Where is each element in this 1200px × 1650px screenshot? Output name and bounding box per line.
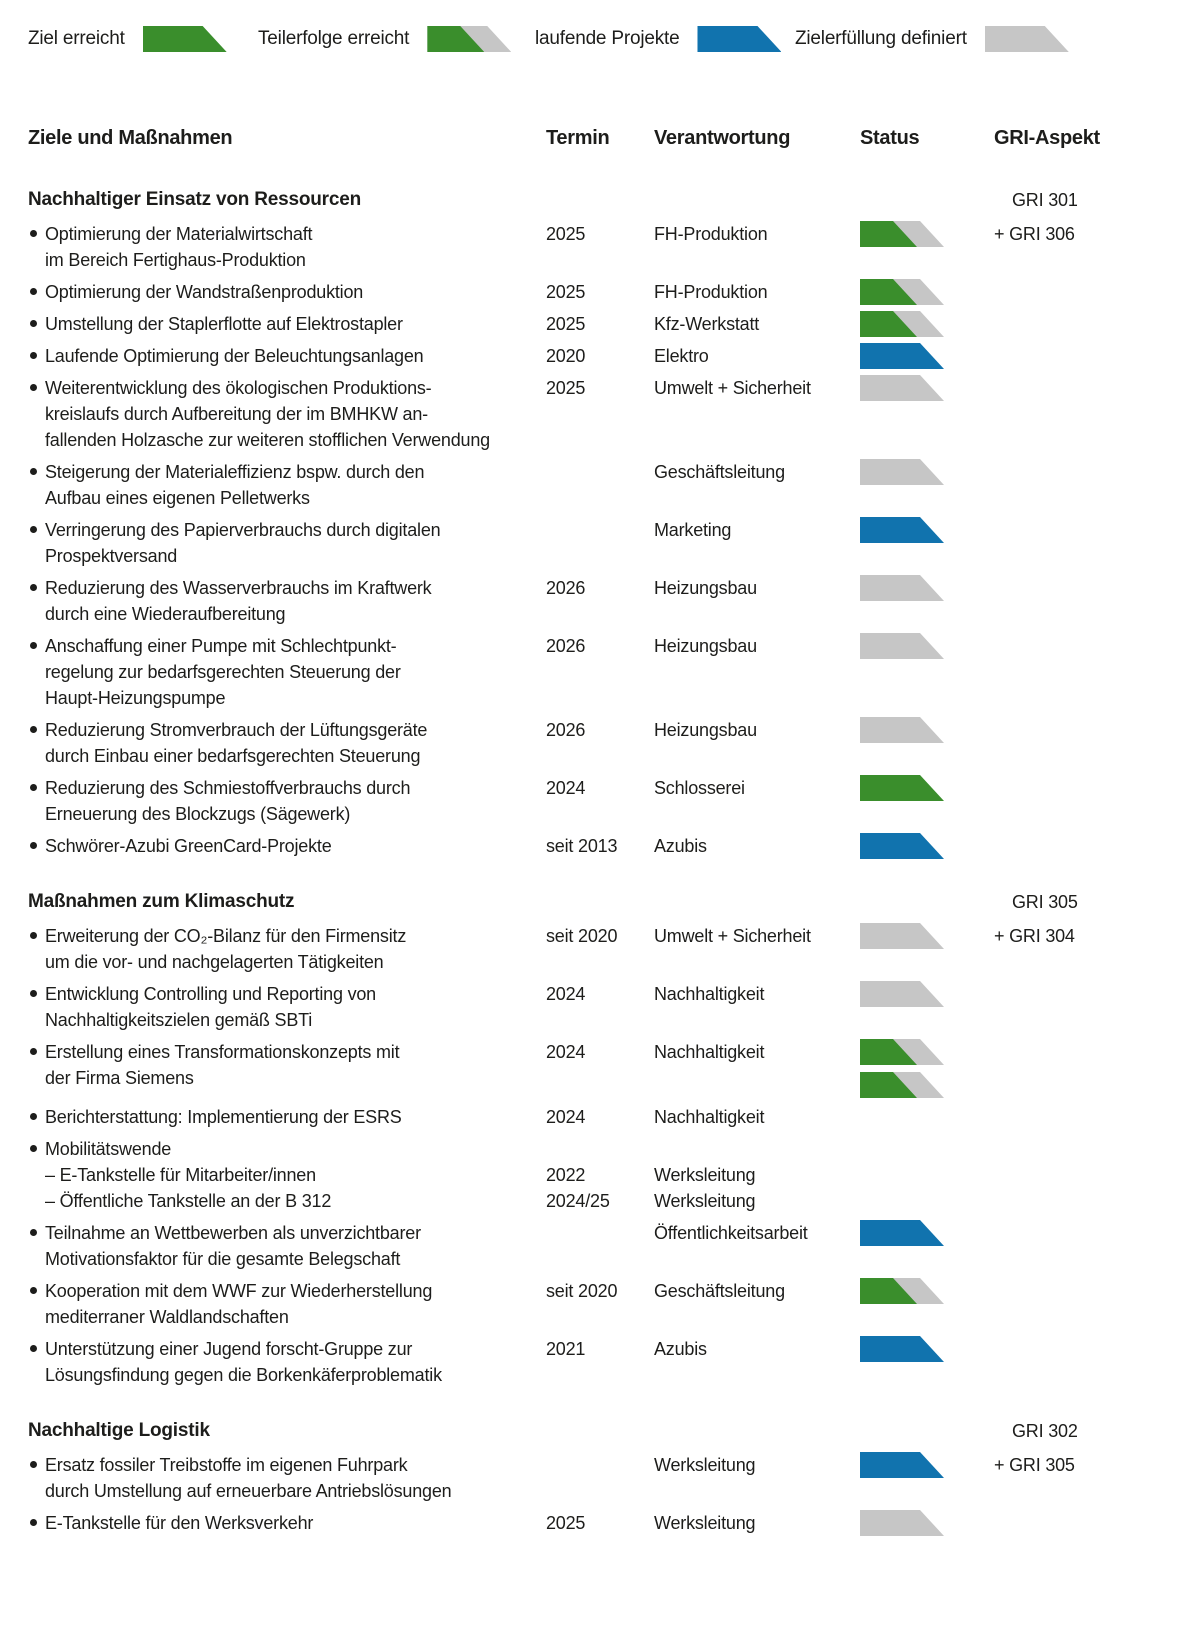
goal-text: [45, 1452, 451, 1504]
goal-text: [45, 775, 410, 827]
bullet-icon: [30, 468, 37, 475]
gri-cell: [994, 1162, 1200, 1188]
goal-text-line: Optimierung der Wandstraßenproduktion: [45, 282, 364, 302]
status-cell: [850, 1162, 994, 1188]
legend-shape-ongoing: [697, 26, 781, 52]
responsibility-cell: Werksleitung: [654, 1513, 756, 1533]
table-row: [28, 1104, 1200, 1130]
status-cell: [850, 311, 994, 337]
goal-cell: [28, 575, 537, 627]
status-shape-partial: [860, 311, 944, 337]
responsibility-cell: Öffentlichkeitsarbeit: [654, 1223, 808, 1243]
goal-cell: [28, 343, 537, 369]
goal-text-line: Kooperation mit dem WWF zur Wiederherstellung: [45, 1281, 433, 1301]
goal-text-line: Motivationsfaktor für die gesamte Belegschaft: [45, 1249, 401, 1269]
goal-text-line: Berichterstattung: Implementierung der ESRS: [45, 1107, 402, 1127]
status-cell: [850, 343, 994, 369]
goal-text: [45, 311, 403, 337]
goal-text: [45, 1136, 171, 1162]
table-row: [28, 717, 1200, 769]
responsibility-cell: Nachhaltigkeit: [654, 1107, 765, 1127]
goal-text-line: Aufbau eines eigenen Pelletwerks: [45, 488, 310, 508]
section-gri-label: GRI 302: [1012, 1421, 1078, 1441]
table-sub-row: [28, 1162, 1200, 1188]
goal-cell: [28, 633, 537, 711]
responsibility-cell: Marketing: [654, 520, 732, 540]
status-cell: [850, 981, 994, 1033]
goal-text: [45, 459, 424, 511]
section-title: Maßnahmen zum Klimaschutz: [28, 891, 295, 912]
termin-cell: seit 2020: [546, 926, 618, 946]
legend-label: laufende Projekte: [535, 28, 680, 49]
responsibility-cell: [645, 1136, 850, 1162]
goal-text-line: Reduzierung des Wasserverbrauchs im Kraftwerk: [45, 578, 432, 598]
goal-cell: [28, 1136, 537, 1162]
goal-text-line: regelung zur bedarfsgerechten Steuerung der: [45, 662, 401, 682]
section-gri-label: GRI 301: [1012, 190, 1078, 210]
table-row: [28, 981, 1200, 1033]
legend-label: Ziel erreicht: [28, 28, 125, 49]
bullet-icon: [30, 1519, 37, 1526]
termin-cell: seit 2020: [546, 1281, 618, 1301]
bullet-icon: [30, 230, 37, 237]
status-cell: [850, 1336, 994, 1388]
table-row: [28, 1278, 1200, 1330]
table-section: [28, 1418, 1200, 1536]
goal-text: [45, 833, 332, 859]
goal-text: [45, 1278, 432, 1330]
legend-shape-defined: [985, 26, 1069, 52]
bullet-icon: [30, 352, 37, 359]
table-row: [28, 311, 1200, 337]
status-shape-ongoing: [860, 1220, 944, 1246]
goal-cell: [28, 375, 537, 453]
table-row: [28, 633, 1200, 711]
termin-cell: seit 2013: [546, 836, 618, 856]
gri-cell: [994, 343, 1200, 369]
gri-cell: [994, 279, 1200, 305]
legend-item: [535, 26, 781, 52]
section-heading-row: [28, 1418, 1200, 1444]
responsibility-cell: Schlosserei: [654, 778, 745, 798]
goal-cell: [28, 1336, 537, 1388]
gri-cell: [994, 775, 1200, 827]
status-cell: [850, 833, 994, 859]
table-header-row: [28, 125, 1200, 151]
table-sub-row: [28, 1188, 1200, 1214]
bullet-icon: [30, 932, 37, 939]
goal-text-line: Mobilitätswende: [45, 1139, 172, 1159]
gri-cell: + GRI 305: [994, 1455, 1075, 1475]
goal-text: [45, 1220, 421, 1272]
table-section: [28, 889, 1200, 1388]
status-shape-ongoing: [860, 833, 944, 859]
status-cell: [850, 1220, 994, 1272]
status-shape-ongoing: [860, 1452, 944, 1478]
responsibility-cell: Azubis: [654, 836, 707, 856]
goal-text: [45, 1104, 402, 1130]
termin-cell: 2024/25: [546, 1191, 610, 1211]
goal-cell: [28, 1452, 537, 1504]
goal-text-line: Umstellung der Staplerflotte auf Elektrostapler: [45, 314, 403, 334]
table-row: [28, 923, 1200, 975]
goal-text-line: Reduzierung Stromverbrauch der Lüftungsgeräte: [45, 720, 428, 740]
bullet-icon: [30, 726, 37, 733]
goal-cell: [28, 221, 537, 273]
termin-cell: 2025: [546, 378, 586, 398]
goal-text: [45, 981, 376, 1033]
status-shape-partial: [860, 279, 944, 305]
column-header-goals: Ziele und Maßnahmen: [28, 127, 233, 149]
goal-text-line: Steigerung der Materialeffizienz bspw. durch den: [45, 462, 425, 482]
status-cell: [850, 1136, 994, 1162]
column-header-gri: GRI-Aspekt: [994, 127, 1100, 149]
responsibility-cell: Nachhaltigkeit: [654, 984, 765, 1004]
termin-cell: 2021: [546, 1339, 586, 1359]
goal-text: [45, 717, 427, 769]
status-shape-partial: [860, 1072, 944, 1098]
section-gri-label: GRI 305: [1012, 892, 1078, 912]
section-heading-row: [28, 889, 1200, 915]
goal-cell: [28, 1220, 537, 1272]
termin-cell: 2026: [546, 578, 586, 598]
sub-goal-text: – Öffentliche Tankstelle an der B 312: [45, 1191, 332, 1211]
goal-text: [45, 923, 406, 975]
gri-cell: [994, 1336, 1200, 1388]
legend-label: Zielerfüllung definiert: [795, 28, 967, 49]
table-row: [28, 279, 1200, 305]
table-row: [28, 1452, 1200, 1504]
goal-text-line: Erneuerung des Blockzugs (Sägewerk): [45, 804, 351, 824]
goal-text: [45, 343, 423, 369]
status-cell: [850, 923, 994, 975]
table-row: [28, 221, 1200, 273]
table-row: [28, 1136, 1200, 1162]
responsibility-cell: Geschäftsleitung: [654, 462, 785, 482]
section-title: Nachhaltige Logistik: [28, 1420, 210, 1441]
termin-cell: 2024: [546, 1042, 586, 1062]
status-shape-defined: [860, 923, 944, 949]
goal-cell: [28, 775, 537, 827]
goal-text-line: durch Umstellung auf erneuerbare Antriebslösungen: [45, 1481, 452, 1501]
goal-text: [45, 221, 312, 273]
table-body: [28, 187, 1200, 1536]
table-row: [28, 833, 1200, 859]
responsibility-cell: Werksleitung: [654, 1165, 756, 1185]
responsibility-cell: Werksleitung: [654, 1455, 756, 1475]
bullet-icon: [30, 1048, 37, 1055]
status-cell: [850, 775, 994, 827]
responsibility-cell: FH-Produktion: [654, 282, 768, 302]
termin-cell: 2025: [546, 282, 586, 302]
status-cell: [850, 375, 994, 453]
goal-cell: [28, 833, 537, 859]
goal-cell: [28, 1104, 537, 1130]
status-shape-defined: [860, 981, 944, 1007]
status-shape-ongoing: [860, 343, 944, 369]
goal-text-line: Prospektversand: [45, 546, 178, 566]
bullet-icon: [30, 990, 37, 997]
legend-label: Teilerfolge erreicht: [258, 28, 410, 49]
goal-text-line: Erweiterung der CO₂-Bilanz für den Firmensitz: [45, 926, 407, 946]
table-row: [28, 343, 1200, 369]
termin-cell: 2024: [546, 984, 586, 1004]
bullet-icon: [30, 842, 37, 849]
table-row: [28, 1336, 1200, 1388]
responsibility-cell: FH-Produktion: [654, 224, 768, 244]
bullet-icon: [30, 1287, 37, 1294]
responsibility-cell: Kfz-Werkstatt: [654, 314, 760, 334]
bullet-icon: [30, 1461, 37, 1468]
termin-cell: 2022: [546, 1165, 586, 1185]
gri-cell: [994, 1188, 1200, 1214]
status-cell: [850, 279, 994, 305]
status-cell: [850, 1188, 994, 1214]
gri-cell: [994, 375, 1200, 453]
goal-text: [45, 1336, 442, 1388]
status-cell: [850, 575, 994, 627]
goal-text: [45, 279, 363, 305]
goal-text-line: Erstellung eines Transformationskonzepts mit: [45, 1042, 400, 1062]
goal-text: [45, 375, 490, 453]
sub-goal-text: – E-Tankstelle für Mitarbeiter/innen: [45, 1165, 316, 1185]
termin-cell: [537, 459, 645, 511]
table-row: [28, 1220, 1200, 1272]
goal-text-line: um die vor- und nachgelagerten Tätigkeiten: [45, 952, 384, 972]
status-shape-defined: [860, 575, 944, 601]
gri-cell: [994, 1039, 1200, 1098]
goal-text-line: Schwörer-Azubi GreenCard-Projekte: [45, 836, 332, 856]
goal-text-line: Verringerung des Papierverbrauchs durch digitalen: [45, 520, 441, 540]
goal-text: [45, 1510, 313, 1536]
status-cell: [850, 459, 994, 511]
goal-text: [45, 633, 401, 711]
goal-text-line: E-Tankstelle für den Werksverkehr: [45, 1513, 314, 1533]
responsibility-cell: Heizungsbau: [654, 636, 757, 656]
gri-cell: [994, 1510, 1200, 1536]
gri-cell: [994, 833, 1200, 859]
legend-item: [795, 26, 1069, 52]
termin-cell: 2026: [546, 636, 586, 656]
status-cell: [850, 633, 994, 711]
bullet-icon: [30, 1345, 37, 1352]
table-row: [28, 1039, 1200, 1098]
bullet-icon: [30, 1113, 37, 1120]
gri-cell: [994, 311, 1200, 337]
table-row: [28, 375, 1200, 453]
legend-item: [258, 26, 511, 52]
termin-cell: 2024: [546, 778, 586, 798]
gri-cell: [994, 517, 1200, 569]
termin-cell: 2025: [546, 314, 586, 334]
gri-cell: [994, 575, 1200, 627]
status-cell: [850, 517, 994, 569]
table-row: [28, 517, 1200, 569]
goal-cell: [28, 279, 537, 305]
goal-cell: [28, 717, 537, 769]
gri-cell: [994, 633, 1200, 711]
gri-cell: [994, 1104, 1200, 1130]
status-cell: [850, 1510, 994, 1536]
status-cell: [850, 1039, 994, 1098]
legend-item: [28, 26, 227, 52]
column-header-status: Status: [860, 127, 920, 149]
gri-cell: [994, 717, 1200, 769]
goal-cell: [28, 459, 537, 511]
termin-cell: [537, 1136, 645, 1162]
goal-text-line: kreislaufs durch Aufbereitung der im BMHKW an-: [45, 404, 428, 424]
status-legend: [0, 26, 1200, 58]
goal-text-line: Haupt-Heizungspumpe: [45, 688, 226, 708]
termin-cell: 2024: [546, 1107, 586, 1127]
goal-cell: [28, 517, 537, 569]
goal-cell: [28, 981, 537, 1033]
status-cell: [850, 1452, 994, 1504]
goal-text-line: Laufende Optimierung der Beleuchtungsanlagen: [45, 346, 424, 366]
goal-text-line: Nachhaltigkeitszielen gemäß SBTi: [45, 1010, 313, 1030]
bullet-icon: [30, 784, 37, 791]
goal-text-line: durch Einbau einer bedarfsgerechten Steuerung: [45, 746, 421, 766]
termin-cell: [537, 1220, 645, 1272]
column-header-verantwortung: Verantwortung: [654, 127, 791, 149]
gri-cell: [994, 1278, 1200, 1330]
goal-text-line: mediterraner Waldlandschaften: [45, 1307, 289, 1327]
goal-text: [45, 575, 431, 627]
status-shape-defined: [860, 1510, 944, 1536]
legend-shape-achieved: [143, 26, 227, 52]
responsibility-cell: Umwelt + Sicherheit: [654, 378, 811, 398]
status-shape-ongoing: [860, 517, 944, 543]
status-shape-partial: [860, 1278, 944, 1304]
gri-cell: [994, 459, 1200, 511]
responsibility-cell: Geschäftsleitung: [654, 1281, 785, 1301]
goal-text-line: fallenden Holzasche zur weiteren stofflichen Verwendung: [45, 430, 490, 450]
status-shape-partial: [860, 1039, 944, 1065]
gri-cell: + GRI 304: [994, 926, 1075, 946]
responsibility-cell: Heizungsbau: [654, 578, 757, 598]
responsibility-cell: Azubis: [654, 1339, 707, 1359]
table-row: [28, 775, 1200, 827]
goal-cell: [28, 1510, 537, 1536]
status-shape-defined: [860, 375, 944, 401]
goal-text-line: Reduzierung des Schmiestoffverbrauchs durch: [45, 778, 411, 798]
responsibility-cell: Heizungsbau: [654, 720, 757, 740]
status-shape-defined: [860, 717, 944, 743]
status-shape-partial: [860, 221, 944, 247]
goal-text-line: Weiterentwicklung des ökologischen Produktions-: [45, 378, 432, 398]
gri-cell: [994, 1136, 1200, 1162]
legend-shape-partial: [427, 26, 511, 52]
goal-cell: [28, 1278, 537, 1330]
bullet-icon: [30, 384, 37, 391]
bullet-icon: [30, 526, 37, 533]
section-title: Nachhaltiger Einsatz von Ressourcen: [28, 189, 361, 210]
termin-cell: 2026: [546, 720, 586, 740]
bullet-icon: [30, 1145, 37, 1152]
goal-text-line: Teilnahme an Wettbewerben als unverzichtbarer: [45, 1223, 421, 1243]
bullet-icon: [30, 320, 37, 327]
goal-text-line: durch eine Wiederaufbereitung: [45, 604, 286, 624]
gri-cell: [994, 1220, 1200, 1272]
termin-cell: 2020: [546, 346, 586, 366]
status-cell: [850, 221, 994, 273]
goal-text-line: Optimierung der Materialwirtschaft: [45, 224, 313, 244]
goal-cell: [28, 311, 537, 337]
status-shape-achieved: [860, 775, 944, 801]
table-row: [28, 459, 1200, 511]
responsibility-cell: Werksleitung: [654, 1191, 756, 1211]
table-row: [28, 575, 1200, 627]
responsibility-cell: Umwelt + Sicherheit: [654, 926, 811, 946]
termin-cell: [537, 1452, 645, 1504]
responsibility-cell: Nachhaltigkeit: [654, 1042, 765, 1062]
goal-cell: [28, 1039, 537, 1098]
termin-cell: [537, 517, 645, 569]
goal-text: [45, 1039, 399, 1098]
table-section: [28, 187, 1200, 859]
goal-cell: [28, 923, 537, 975]
bullet-icon: [30, 642, 37, 649]
termin-cell: 2025: [546, 224, 586, 244]
status-shape-defined: [860, 459, 944, 485]
goal-text-line: im Bereich Fertighaus-Produktion: [45, 250, 306, 270]
bullet-icon: [30, 1229, 37, 1236]
column-header-termin: Termin: [546, 127, 610, 149]
goal-text-line: Entwicklung Controlling und Reporting von: [45, 984, 376, 1004]
bullet-icon: [30, 584, 37, 591]
bullet-icon: [30, 288, 37, 295]
goal-text-line: Ersatz fossiler Treibstoffe im eigenen Fuhrpark: [45, 1455, 408, 1475]
status-cell: [850, 1278, 994, 1330]
status-cell: [850, 1104, 994, 1130]
goal-text-line: der Firma Siemens: [45, 1068, 194, 1088]
table-row: [28, 1510, 1200, 1536]
section-heading-row: [28, 187, 1200, 213]
responsibility-cell: Elektro: [654, 346, 709, 366]
goal-text-line: Unterstützung einer Jugend forscht-Gruppe zur: [45, 1339, 413, 1359]
goal-text: [45, 517, 440, 569]
goal-text-line: Lösungsfindung gegen die Borkenkäferproblematik: [45, 1365, 442, 1385]
status-shape-ongoing: [860, 1336, 944, 1362]
status-shape-defined: [860, 633, 944, 659]
goal-text-line: Anschaffung einer Pumpe mit Schlechtpunkt-: [45, 636, 397, 656]
status-cell: [850, 717, 994, 769]
termin-cell: 2025: [546, 1513, 586, 1533]
gri-cell: + GRI 306: [994, 224, 1075, 244]
gri-cell: [994, 981, 1200, 1033]
